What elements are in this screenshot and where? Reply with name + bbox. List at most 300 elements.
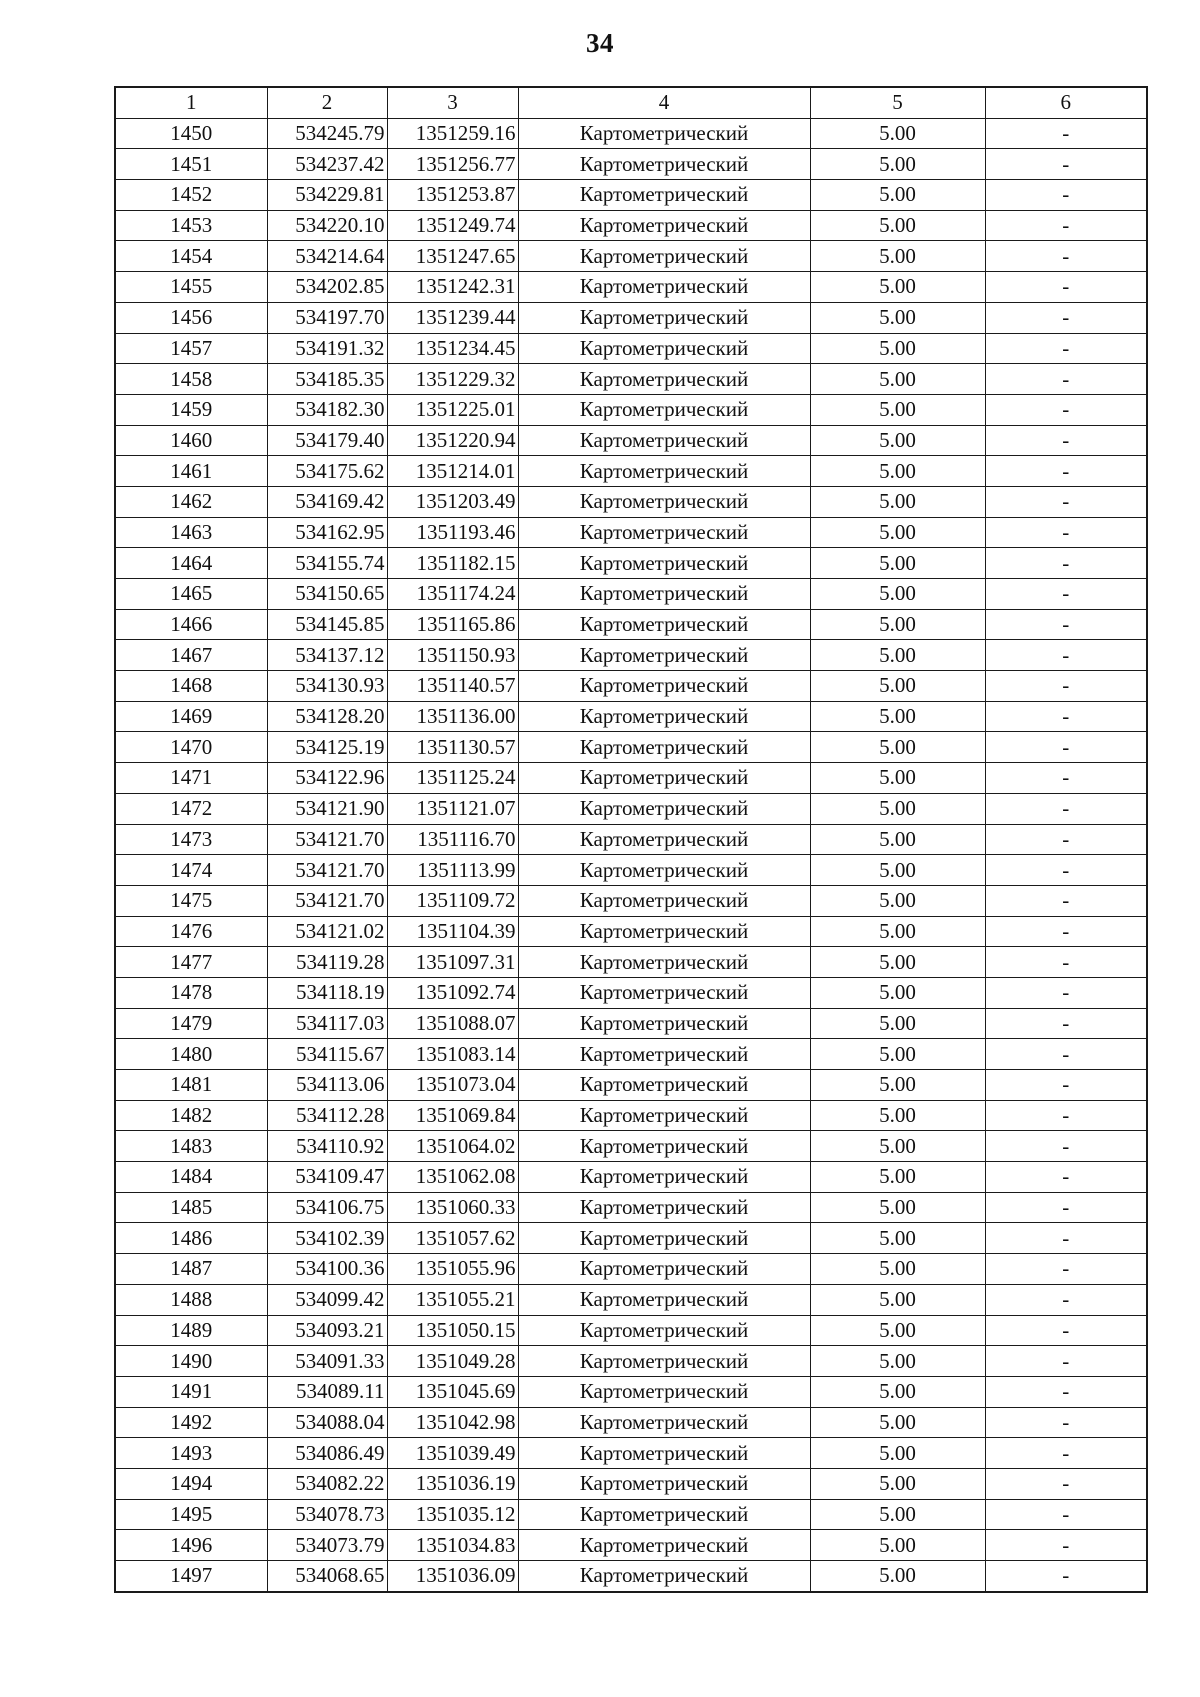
x-coordinate-cell: 534082.22 xyxy=(267,1468,387,1499)
note-cell: - xyxy=(985,763,1147,794)
accuracy-cell: 5.00 xyxy=(810,763,985,794)
point-number-cell: 1477 xyxy=(115,947,267,978)
y-coordinate-cell: 1351050.15 xyxy=(387,1315,518,1346)
point-number-cell: 1458 xyxy=(115,364,267,395)
point-number-cell: 1475 xyxy=(115,885,267,916)
point-number-cell: 1455 xyxy=(115,272,267,303)
x-coordinate-cell: 534073.79 xyxy=(267,1530,387,1561)
point-number-cell: 1488 xyxy=(115,1284,267,1315)
method-cell: Картометрический xyxy=(518,1254,810,1285)
point-number-cell: 1474 xyxy=(115,855,267,886)
x-coordinate-cell: 534155.74 xyxy=(267,548,387,579)
note-cell: - xyxy=(985,1070,1147,1101)
table-row xyxy=(115,1346,1147,1377)
note-cell: - xyxy=(985,1131,1147,1162)
note-cell: - xyxy=(985,210,1147,241)
x-coordinate-cell: 534109.47 xyxy=(267,1162,387,1193)
method-cell: Картометрический xyxy=(518,456,810,487)
note-cell: - xyxy=(985,180,1147,211)
point-number-cell: 1469 xyxy=(115,701,267,732)
table-row xyxy=(115,947,1147,978)
note-cell: - xyxy=(985,118,1147,149)
note-cell: - xyxy=(985,302,1147,333)
table-row xyxy=(115,1407,1147,1438)
table-row xyxy=(115,1223,1147,1254)
x-coordinate-cell: 534068.65 xyxy=(267,1561,387,1592)
point-number-cell: 1466 xyxy=(115,609,267,640)
method-cell: Картометрический xyxy=(518,1070,810,1101)
y-coordinate-cell: 1351083.14 xyxy=(387,1039,518,1070)
point-number-cell: 1461 xyxy=(115,456,267,487)
page-number: 34 xyxy=(586,28,614,58)
x-coordinate-cell: 534191.32 xyxy=(267,333,387,364)
method-cell: Картометрический xyxy=(518,947,810,978)
x-coordinate-cell: 534099.42 xyxy=(267,1284,387,1315)
x-coordinate-cell: 534086.49 xyxy=(267,1438,387,1469)
point-number-cell: 1493 xyxy=(115,1438,267,1469)
y-coordinate-cell: 1351036.09 xyxy=(387,1561,518,1592)
y-coordinate-cell: 1351121.07 xyxy=(387,793,518,824)
table-row xyxy=(115,180,1147,211)
column-header-2: 2 xyxy=(267,87,387,118)
x-coordinate-cell: 534137.12 xyxy=(267,640,387,671)
y-coordinate-cell: 1351116.70 xyxy=(387,824,518,855)
table-row xyxy=(115,916,1147,947)
point-number-cell: 1489 xyxy=(115,1315,267,1346)
y-coordinate-cell: 1351049.28 xyxy=(387,1346,518,1377)
x-coordinate-cell: 534145.85 xyxy=(267,609,387,640)
note-cell: - xyxy=(985,855,1147,886)
point-number-cell: 1479 xyxy=(115,1008,267,1039)
y-coordinate-cell: 1351182.15 xyxy=(387,548,518,579)
note-cell: - xyxy=(985,824,1147,855)
y-coordinate-cell: 1351073.04 xyxy=(387,1070,518,1101)
x-coordinate-cell: 534115.67 xyxy=(267,1039,387,1070)
accuracy-cell: 5.00 xyxy=(810,977,985,1008)
y-coordinate-cell: 1351097.31 xyxy=(387,947,518,978)
table-row xyxy=(115,364,1147,395)
x-coordinate-cell: 534220.10 xyxy=(267,210,387,241)
method-cell: Картометрический xyxy=(518,118,810,149)
method-cell: Картометрический xyxy=(518,149,810,180)
point-number-cell: 1490 xyxy=(115,1346,267,1377)
method-cell: Картометрический xyxy=(518,609,810,640)
accuracy-cell: 5.00 xyxy=(810,1070,985,1101)
note-cell: - xyxy=(985,977,1147,1008)
table-row xyxy=(115,1499,1147,1530)
accuracy-cell: 5.00 xyxy=(810,180,985,211)
note-cell: - xyxy=(985,1192,1147,1223)
x-coordinate-cell: 534125.19 xyxy=(267,732,387,763)
method-cell: Картометрический xyxy=(518,640,810,671)
table-row xyxy=(115,517,1147,548)
point-number-cell: 1494 xyxy=(115,1468,267,1499)
method-cell: Картометрический xyxy=(518,1008,810,1039)
note-cell: - xyxy=(985,333,1147,364)
x-coordinate-cell: 534229.81 xyxy=(267,180,387,211)
point-number-cell: 1456 xyxy=(115,302,267,333)
y-coordinate-cell: 1351247.65 xyxy=(387,241,518,272)
table-row xyxy=(115,210,1147,241)
table-row xyxy=(115,1315,1147,1346)
x-coordinate-cell: 534130.93 xyxy=(267,671,387,702)
accuracy-cell: 5.00 xyxy=(810,1254,985,1285)
point-number-cell: 1480 xyxy=(115,1039,267,1070)
note-cell: - xyxy=(985,1530,1147,1561)
x-coordinate-cell: 534185.35 xyxy=(267,364,387,395)
accuracy-cell: 5.00 xyxy=(810,394,985,425)
table-row xyxy=(115,1100,1147,1131)
accuracy-cell: 5.00 xyxy=(810,333,985,364)
y-coordinate-cell: 1351259.16 xyxy=(387,118,518,149)
note-cell: - xyxy=(985,1438,1147,1469)
point-number-cell: 1495 xyxy=(115,1499,267,1530)
note-cell: - xyxy=(985,1315,1147,1346)
accuracy-cell: 5.00 xyxy=(810,824,985,855)
x-coordinate-cell: 534117.03 xyxy=(267,1008,387,1039)
method-cell: Картометрический xyxy=(518,855,810,886)
point-number-cell: 1472 xyxy=(115,793,267,824)
y-coordinate-cell: 1351057.62 xyxy=(387,1223,518,1254)
point-number-cell: 1483 xyxy=(115,1131,267,1162)
table-row xyxy=(115,394,1147,425)
x-coordinate-cell: 534179.40 xyxy=(267,425,387,456)
point-number-cell: 1454 xyxy=(115,241,267,272)
note-cell: - xyxy=(985,548,1147,579)
table-row xyxy=(115,1468,1147,1499)
accuracy-cell: 5.00 xyxy=(810,1315,985,1346)
note-cell: - xyxy=(985,885,1147,916)
x-coordinate-cell: 534121.90 xyxy=(267,793,387,824)
y-coordinate-cell: 1351055.96 xyxy=(387,1254,518,1285)
accuracy-cell: 5.00 xyxy=(810,1438,985,1469)
point-number-cell: 1476 xyxy=(115,916,267,947)
y-coordinate-cell: 1351055.21 xyxy=(387,1284,518,1315)
accuracy-cell: 5.00 xyxy=(810,1131,985,1162)
y-coordinate-cell: 1351249.74 xyxy=(387,210,518,241)
note-cell: - xyxy=(985,394,1147,425)
note-cell: - xyxy=(985,425,1147,456)
table-row xyxy=(115,1039,1147,1070)
note-cell: - xyxy=(985,1008,1147,1039)
point-number-cell: 1468 xyxy=(115,671,267,702)
accuracy-cell: 5.00 xyxy=(810,701,985,732)
point-number-cell: 1465 xyxy=(115,579,267,610)
note-cell: - xyxy=(985,671,1147,702)
table-row xyxy=(115,763,1147,794)
header-row xyxy=(115,87,1147,118)
accuracy-cell: 5.00 xyxy=(810,272,985,303)
note-cell: - xyxy=(985,517,1147,548)
table-row xyxy=(115,149,1147,180)
point-number-cell: 1451 xyxy=(115,149,267,180)
table-row xyxy=(115,824,1147,855)
x-coordinate-cell: 534245.79 xyxy=(267,118,387,149)
method-cell: Картометрический xyxy=(518,1100,810,1131)
accuracy-cell: 5.00 xyxy=(810,855,985,886)
table-row xyxy=(115,456,1147,487)
y-coordinate-cell: 1351256.77 xyxy=(387,149,518,180)
x-coordinate-cell: 534128.20 xyxy=(267,701,387,732)
accuracy-cell: 5.00 xyxy=(810,149,985,180)
accuracy-cell: 5.00 xyxy=(810,210,985,241)
method-cell: Картометрический xyxy=(518,763,810,794)
x-coordinate-cell: 534122.96 xyxy=(267,763,387,794)
table-row xyxy=(115,977,1147,1008)
note-cell: - xyxy=(985,1499,1147,1530)
table-row xyxy=(115,732,1147,763)
y-coordinate-cell: 1351174.24 xyxy=(387,579,518,610)
x-coordinate-cell: 534162.95 xyxy=(267,517,387,548)
y-coordinate-cell: 1351253.87 xyxy=(387,180,518,211)
note-cell: - xyxy=(985,364,1147,395)
table-row xyxy=(115,548,1147,579)
method-cell: Картометрический xyxy=(518,1499,810,1530)
method-cell: Картометрический xyxy=(518,1346,810,1377)
table-row xyxy=(115,885,1147,916)
note-cell: - xyxy=(985,272,1147,303)
x-coordinate-cell: 534119.28 xyxy=(267,947,387,978)
note-cell: - xyxy=(985,1100,1147,1131)
accuracy-cell: 5.00 xyxy=(810,1346,985,1377)
x-coordinate-cell: 534113.06 xyxy=(267,1070,387,1101)
accuracy-cell: 5.00 xyxy=(810,793,985,824)
y-coordinate-cell: 1351220.94 xyxy=(387,425,518,456)
point-number-cell: 1492 xyxy=(115,1407,267,1438)
table-row xyxy=(115,1438,1147,1469)
x-coordinate-cell: 534197.70 xyxy=(267,302,387,333)
note-cell: - xyxy=(985,1284,1147,1315)
point-number-cell: 1481 xyxy=(115,1070,267,1101)
table-row xyxy=(115,1131,1147,1162)
x-coordinate-cell: 534169.42 xyxy=(267,486,387,517)
table-row xyxy=(115,855,1147,886)
point-number-cell: 1471 xyxy=(115,763,267,794)
point-number-cell: 1487 xyxy=(115,1254,267,1285)
table-row xyxy=(115,425,1147,456)
note-cell: - xyxy=(985,1346,1147,1377)
accuracy-cell: 5.00 xyxy=(810,1223,985,1254)
note-cell: - xyxy=(985,701,1147,732)
point-number-cell: 1486 xyxy=(115,1223,267,1254)
method-cell: Картометрический xyxy=(518,364,810,395)
note-cell: - xyxy=(985,947,1147,978)
y-coordinate-cell: 1351239.44 xyxy=(387,302,518,333)
method-cell: Картометрический xyxy=(518,1561,810,1592)
accuracy-cell: 5.00 xyxy=(810,241,985,272)
point-number-cell: 1453 xyxy=(115,210,267,241)
column-header-6: 6 xyxy=(985,87,1147,118)
x-coordinate-cell: 534078.73 xyxy=(267,1499,387,1530)
method-cell: Картометрический xyxy=(518,333,810,364)
y-coordinate-cell: 1351109.72 xyxy=(387,885,518,916)
accuracy-cell: 5.00 xyxy=(810,517,985,548)
x-coordinate-cell: 534088.04 xyxy=(267,1407,387,1438)
point-number-cell: 1450 xyxy=(115,118,267,149)
note-cell: - xyxy=(985,1254,1147,1285)
y-coordinate-cell: 1351062.08 xyxy=(387,1162,518,1193)
table-row xyxy=(115,118,1147,149)
point-number-cell: 1491 xyxy=(115,1376,267,1407)
y-coordinate-cell: 1351193.46 xyxy=(387,517,518,548)
note-cell: - xyxy=(985,456,1147,487)
point-number-cell: 1464 xyxy=(115,548,267,579)
note-cell: - xyxy=(985,1162,1147,1193)
point-number-cell: 1485 xyxy=(115,1192,267,1223)
accuracy-cell: 5.00 xyxy=(810,1468,985,1499)
point-number-cell: 1463 xyxy=(115,517,267,548)
table-row xyxy=(115,1284,1147,1315)
y-coordinate-cell: 1351060.33 xyxy=(387,1192,518,1223)
table-header xyxy=(115,87,1147,118)
accuracy-cell: 5.00 xyxy=(810,364,985,395)
method-cell: Картометрический xyxy=(518,793,810,824)
point-number-cell: 1470 xyxy=(115,732,267,763)
point-number-cell: 1478 xyxy=(115,977,267,1008)
note-cell: - xyxy=(985,486,1147,517)
table-row xyxy=(115,272,1147,303)
accuracy-cell: 5.00 xyxy=(810,885,985,916)
y-coordinate-cell: 1351203.49 xyxy=(387,486,518,517)
y-coordinate-cell: 1351069.84 xyxy=(387,1100,518,1131)
table-row xyxy=(115,333,1147,364)
y-coordinate-cell: 1351045.69 xyxy=(387,1376,518,1407)
table-row xyxy=(115,486,1147,517)
x-coordinate-cell: 534121.70 xyxy=(267,885,387,916)
table-row xyxy=(115,579,1147,610)
method-cell: Картометрический xyxy=(518,1530,810,1561)
method-cell: Картометрический xyxy=(518,701,810,732)
point-number-cell: 1460 xyxy=(115,425,267,456)
accuracy-cell: 5.00 xyxy=(810,1192,985,1223)
accuracy-cell: 5.00 xyxy=(810,118,985,149)
accuracy-cell: 5.00 xyxy=(810,456,985,487)
x-coordinate-cell: 534089.11 xyxy=(267,1376,387,1407)
table-row xyxy=(115,701,1147,732)
x-coordinate-cell: 534182.30 xyxy=(267,394,387,425)
table-row xyxy=(115,1162,1147,1193)
y-coordinate-cell: 1351242.31 xyxy=(387,272,518,303)
x-coordinate-cell: 534175.62 xyxy=(267,456,387,487)
table-row xyxy=(115,671,1147,702)
x-coordinate-cell: 534150.65 xyxy=(267,579,387,610)
point-number-cell: 1497 xyxy=(115,1561,267,1592)
note-cell: - xyxy=(985,640,1147,671)
note-cell: - xyxy=(985,1407,1147,1438)
note-cell: - xyxy=(985,1223,1147,1254)
method-cell: Картометрический xyxy=(518,517,810,548)
table-row xyxy=(115,1008,1147,1039)
x-coordinate-cell: 534121.70 xyxy=(267,855,387,886)
point-number-cell: 1457 xyxy=(115,333,267,364)
point-number-cell: 1484 xyxy=(115,1162,267,1193)
accuracy-cell: 5.00 xyxy=(810,640,985,671)
method-cell: Картометрический xyxy=(518,885,810,916)
accuracy-cell: 5.00 xyxy=(810,732,985,763)
accuracy-cell: 5.00 xyxy=(810,1039,985,1070)
method-cell: Картометрический xyxy=(518,210,810,241)
y-coordinate-cell: 1351088.07 xyxy=(387,1008,518,1039)
accuracy-cell: 5.00 xyxy=(810,1284,985,1315)
y-coordinate-cell: 1351104.39 xyxy=(387,916,518,947)
accuracy-cell: 5.00 xyxy=(810,916,985,947)
y-coordinate-cell: 1351039.49 xyxy=(387,1438,518,1469)
coordinates-table xyxy=(114,86,1148,1593)
method-cell: Картометрический xyxy=(518,1438,810,1469)
x-coordinate-cell: 534202.85 xyxy=(267,272,387,303)
x-coordinate-cell: 534102.39 xyxy=(267,1223,387,1254)
y-coordinate-cell: 1351034.83 xyxy=(387,1530,518,1561)
y-coordinate-cell: 1351130.57 xyxy=(387,732,518,763)
x-coordinate-cell: 534112.28 xyxy=(267,1100,387,1131)
accuracy-cell: 5.00 xyxy=(810,1162,985,1193)
accuracy-cell: 5.00 xyxy=(810,1530,985,1561)
method-cell: Картометрический xyxy=(518,548,810,579)
y-coordinate-cell: 1351064.02 xyxy=(387,1131,518,1162)
method-cell: Картометрический xyxy=(518,579,810,610)
y-coordinate-cell: 1351165.86 xyxy=(387,609,518,640)
column-header-3: 3 xyxy=(387,87,518,118)
method-cell: Картометрический xyxy=(518,916,810,947)
y-coordinate-cell: 1351229.32 xyxy=(387,364,518,395)
method-cell: Картометрический xyxy=(518,425,810,456)
accuracy-cell: 5.00 xyxy=(810,1499,985,1530)
note-cell: - xyxy=(985,1561,1147,1592)
method-cell: Картометрический xyxy=(518,1468,810,1499)
method-cell: Картометрический xyxy=(518,241,810,272)
accuracy-cell: 5.00 xyxy=(810,671,985,702)
table-row xyxy=(115,302,1147,333)
method-cell: Картометрический xyxy=(518,1284,810,1315)
y-coordinate-cell: 1351136.00 xyxy=(387,701,518,732)
point-number-cell: 1462 xyxy=(115,486,267,517)
x-coordinate-cell: 534237.42 xyxy=(267,149,387,180)
y-coordinate-cell: 1351225.01 xyxy=(387,394,518,425)
table-body xyxy=(115,118,1147,1592)
point-number-cell: 1467 xyxy=(115,640,267,671)
note-cell: - xyxy=(985,1468,1147,1499)
method-cell: Картометрический xyxy=(518,1315,810,1346)
accuracy-cell: 5.00 xyxy=(810,425,985,456)
method-cell: Картометрический xyxy=(518,486,810,517)
point-number-cell: 1496 xyxy=(115,1530,267,1561)
accuracy-cell: 5.00 xyxy=(810,1561,985,1592)
point-number-cell: 1459 xyxy=(115,394,267,425)
x-coordinate-cell: 534118.19 xyxy=(267,977,387,1008)
note-cell: - xyxy=(985,579,1147,610)
x-coordinate-cell: 534091.33 xyxy=(267,1346,387,1377)
note-cell: - xyxy=(985,149,1147,180)
accuracy-cell: 5.00 xyxy=(810,1407,985,1438)
method-cell: Картометрический xyxy=(518,824,810,855)
y-coordinate-cell: 1351035.12 xyxy=(387,1499,518,1530)
method-cell: Картометрический xyxy=(518,1407,810,1438)
note-cell: - xyxy=(985,916,1147,947)
point-number-cell: 1482 xyxy=(115,1100,267,1131)
y-coordinate-cell: 1351042.98 xyxy=(387,1407,518,1438)
method-cell: Картометрический xyxy=(518,977,810,1008)
method-cell: Картометрический xyxy=(518,1039,810,1070)
x-coordinate-cell: 534106.75 xyxy=(267,1192,387,1223)
table-row xyxy=(115,241,1147,272)
accuracy-cell: 5.00 xyxy=(810,1008,985,1039)
y-coordinate-cell: 1351036.19 xyxy=(387,1468,518,1499)
table-row xyxy=(115,640,1147,671)
note-cell: - xyxy=(985,793,1147,824)
y-coordinate-cell: 1351150.93 xyxy=(387,640,518,671)
y-coordinate-cell: 1351234.45 xyxy=(387,333,518,364)
x-coordinate-cell: 534110.92 xyxy=(267,1131,387,1162)
